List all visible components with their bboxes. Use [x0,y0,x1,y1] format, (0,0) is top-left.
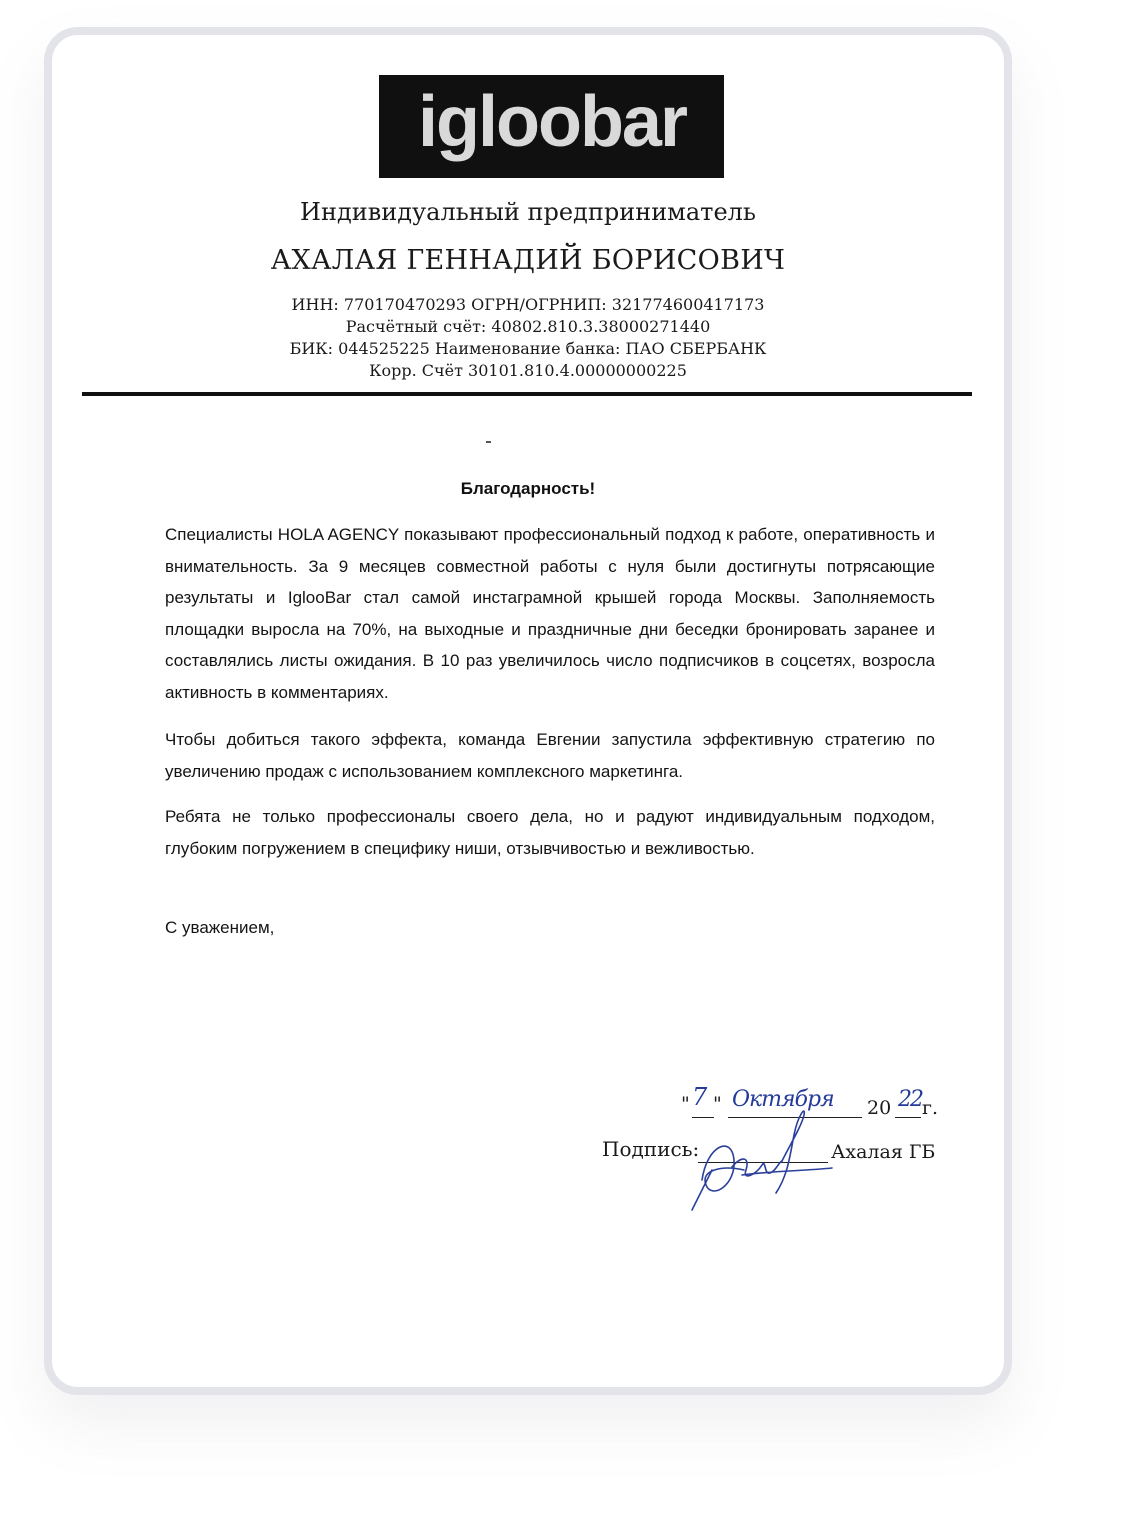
letter-sheet [52,35,1004,1387]
year-underline [895,1117,921,1118]
igloobar-logo-wordmark [397,82,707,172]
signature-label: Подпись: [602,1137,700,1161]
requisites-line-inn: ИНН: 770170470293 ОГРН/ОГРНИП: 321774600417173 [291,295,765,314]
letter-title: Благодарность! [460,479,596,498]
requisites-line-account: Расчётный счёт: 40802.810.3.38000271440 [345,317,711,336]
date-quote-close: " [713,1093,722,1115]
closing-line: С уважением, [165,918,275,937]
handwritten-month: Октября [732,1087,834,1112]
entity-type: Индивидуальный предприниматель [300,198,756,226]
scan-speck [486,441,491,443]
header-divider [82,392,972,396]
svg-text:igloobar: igloobar [417,81,686,162]
letter-paragraph: Чтобы добиться такого эффекта, команда Евгении запустила эффективную стратегию по увеличению продаж с использованием комплексного маркетинга. [165,730,935,781]
requisites-line-bank: БИК: 044525225 Наименование банка: ПАО СБЕРБАНК [289,339,767,358]
year-mark: г. [922,1097,938,1119]
letter-paragraph: Специалисты HOLA AGENCY показывают профессиональный подход к работе, оперативность и внимательность. За 9 месяцев совместной работы с нуля были достигнуты потрясающие результаты и IglooBar стал самой инстаграмной крышей города Москвы. Заполняемость площадки выросла на 70%, на выходные и праздничные дни беседки бронировать заранее и составлялись листы ожидания. В 10 раз увеличилось число подписчиков в соцсетях, возросла активность в комментариях. [165,525,935,702]
igloobar-logo [379,75,724,178]
owner-name: АХАЛАЯ ГЕННАДИЙ БОРИСОВИЧ [270,245,786,276]
letter-paragraph: Ребята не только профессионалы своего дела, но и радуют индивидуальным подходом, глубоким погружением в специфику ниши, отзывчивостью и вежливостью. [165,807,935,858]
handwritten-day: 7 [692,1083,708,1111]
requisites-line-corr: Корр. Счёт 30101.810.4.00000000225 [369,361,687,380]
signer-name: Ахалая ГБ [831,1141,936,1163]
year-prefix: 20 [867,1097,892,1119]
handwritten-year: 22 [898,1087,922,1112]
date-quote-open: " [681,1093,690,1115]
handwritten-signature [672,1075,842,1215]
